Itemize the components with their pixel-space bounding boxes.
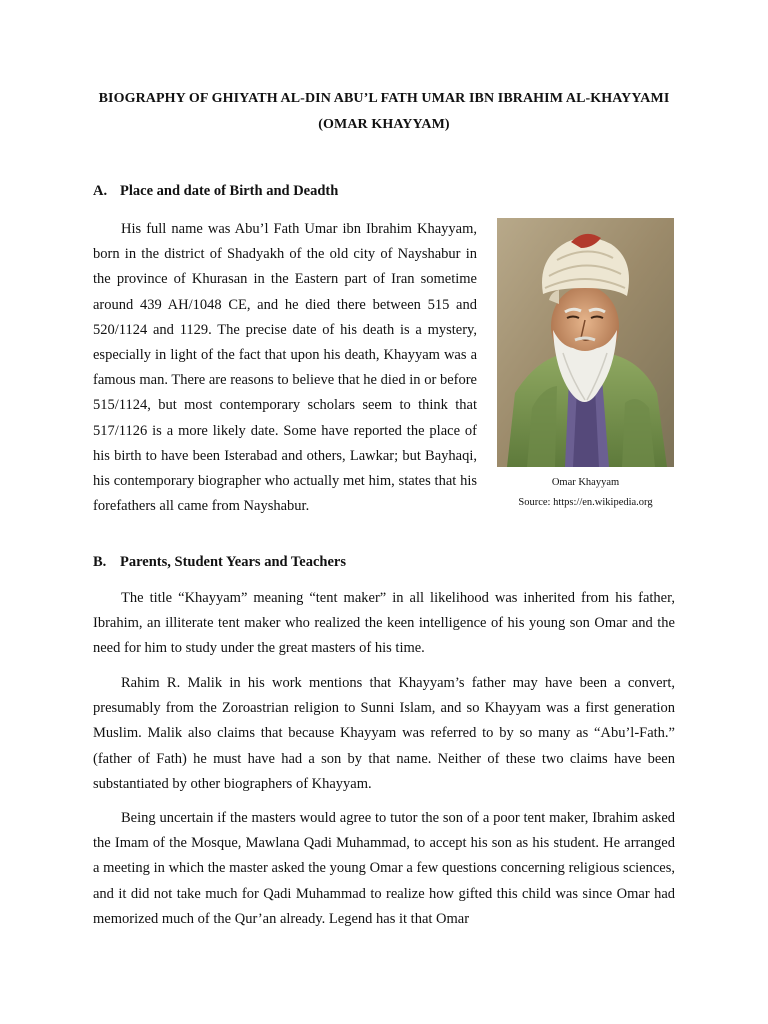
section-a-title: Place and date of Birth and Deadth [120, 183, 339, 199]
figure-caption: Omar Khayyam [551, 477, 620, 488]
section-a-paragraph: His full name was Abu’l Fath Umar ibn Ibrahim Khayyam, born in the district of Shadyakh of the old city of Nayshabur in the province of Khurasan in the Eastern part of Iran sometime around 439 AH/1048 CE, and he died there between 515 and 520/1124 and 1129. The precise date of his death is a mystery, especially in light of the fact that upon his death, Khayyam was a famous man. There are reasons to believe that he died in or before 515/1124, but most contemporary scholars seem to think that 517/1126 is a more likely date. Some have reported the place of his birth to have been Isterabad and others, Lawkar; but Bayhaqi, his contemporary biographer who actually met him, states that his forefathers all came from Nayshabur. [93, 221, 477, 515]
section-a-letter: A. [93, 183, 108, 199]
section-a-heading [93, 183, 338, 200]
section-b-paragraph-3: Being uncertain if the masters would agree to tutor the son of a poor tent maker, Ibrahim asked the Imam of the Mosque, Mawlana Qadi Muhammad, to accept his son as his student. He arranged a meeting in which the master asked the young Omar a few questions concerning religious sciences, and it did not take much for Qadi Muhammad to realize how gifted this child was since Omar had memorized much of the Qur’an already. Legend has it that Omar [93, 810, 675, 927]
section-b-paragraph-1: The title “Khayyam” meaning “tent maker” in all likelihood was inherited from his father, Ibrahim, an illiterate tent maker who realized the keen intelligence of his young son Omar and the need for him to study under the great masters of his time. [93, 590, 675, 657]
document-title: BIOGRAPHY OF GHIYATH AL-DIN ABU’L FATH UMAR IBN IBRAHIM AL-KHAYYAMI (OMAR KHAYYAM) [98, 91, 670, 132]
section-b-paragraph-2: Rahim R. Malik in his work mentions that Khayyam’s father may have been a convert, presumably from the Zoroastrian religion to Sunni Islam, and so Khayyam was a first generation Muslim. Malik also claims that because Khayyam was referred to by so many as “Abu’l-Fath.” (father of Fath) he must have had a son by that name. Neither of these two claims have been substantiated by other biographers of Khayyam. [93, 675, 675, 792]
omar-khayyam-portrait [497, 218, 674, 467]
section-b-letter: B. [93, 554, 107, 570]
section-b-heading [93, 554, 346, 571]
section-b-title: Parents, Student Years and Teachers [120, 554, 346, 570]
figure-source: Source: https://en.wikipedia.org [518, 497, 653, 508]
